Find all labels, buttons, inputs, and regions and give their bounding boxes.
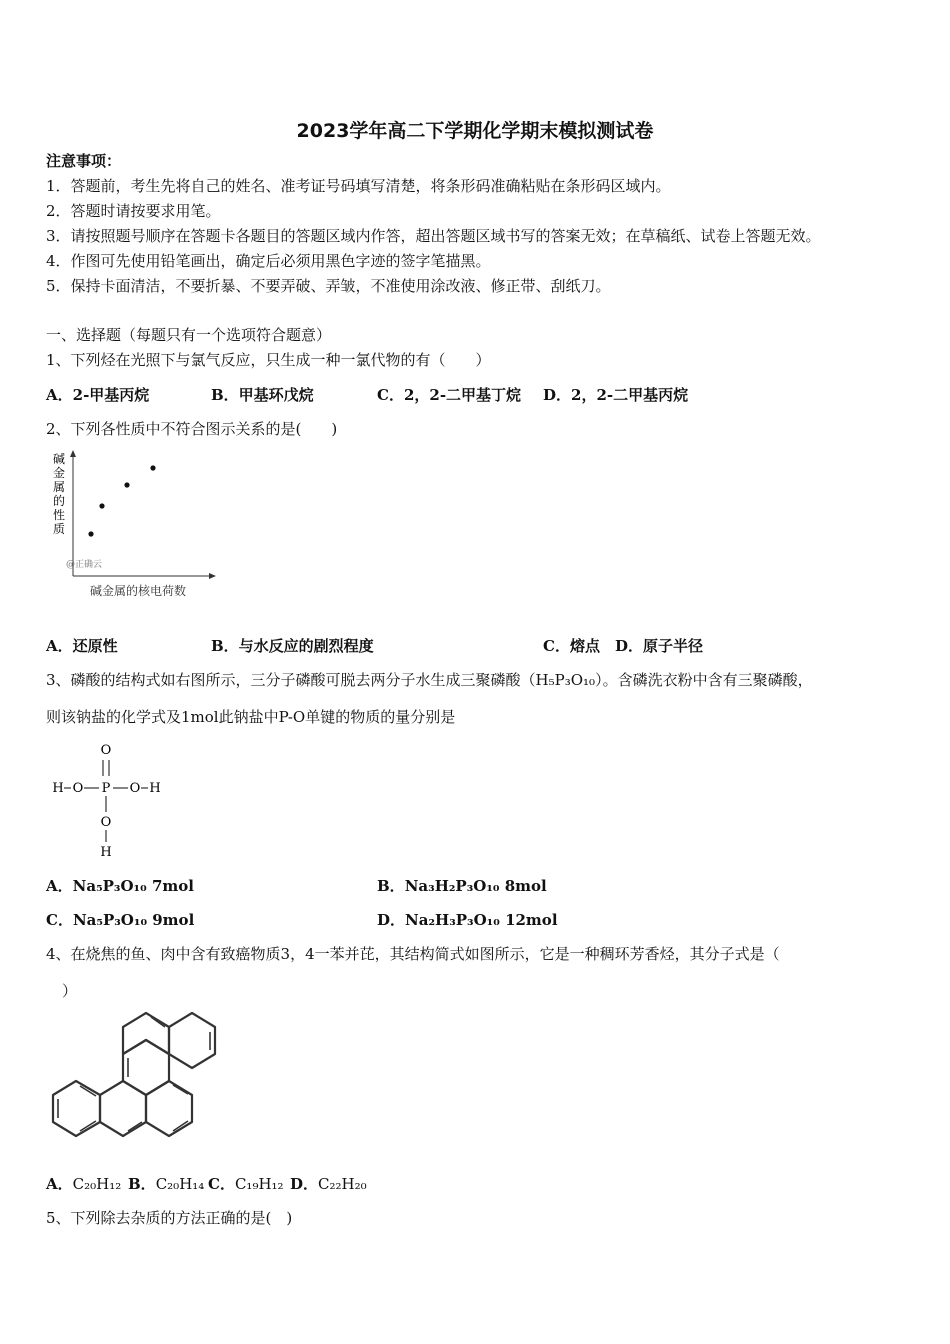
notice-item: 4．作图可先使用铅笔画出，确定后必须用黑色字迹的签字笔描黑。 <box>46 252 491 270</box>
chart-xlabel: 碱金属的核电荷数 <box>90 584 187 598</box>
q4-stem-line1: 4、在烧焦的鱼、肉中含有致癌物质3，4一苯并芘，其结构简式如图所示，它是一种稠环芳香烃，其分子式是（ <box>46 945 780 963</box>
q2-stem: 2、下列各性质中不符合图示关系的是( ) <box>46 420 338 438</box>
q4-option-d: D．C₂₂H₂₀ <box>290 1175 367 1193</box>
atom-label: H <box>149 781 161 796</box>
notice-item: 3．请按照题号顺序在答题卡各题目的答题区域内作答，超出答题区域书写的答案无效；在草稿纸、试卷上答题无效。 <box>46 227 821 245</box>
atom-label: O <box>72 781 84 796</box>
chart-point <box>150 465 155 470</box>
chart-point <box>99 503 104 508</box>
atom-label: H <box>52 781 64 796</box>
phosphoric-acid-structure <box>46 738 176 862</box>
chart-ylabel-char: 金 <box>52 466 66 480</box>
q4-option-a: A．C₂₀H₁₂ <box>46 1175 122 1193</box>
q3-option-a: A．Na₅P₃O₁₀ 7mol <box>46 877 194 895</box>
q2-option-c: C．熔点 <box>543 637 600 655</box>
q1-stem: 1、下列烃在光照下与氯气反应，只生成一种一氯代物的有（ ） <box>46 351 491 369</box>
section-heading: 一、选择题（每题只有一个选项符合题意） <box>46 326 332 344</box>
atom-label: O <box>129 781 141 796</box>
chart-point <box>124 482 129 487</box>
atom-label: H <box>100 845 112 860</box>
q4-option-b: B．C₂₀H₁₄ <box>128 1175 205 1193</box>
q5-stem: 5、下列除去杂质的方法正确的是( ) <box>46 1209 293 1227</box>
notice-heading: 注意事项： <box>46 152 122 170</box>
notice-item: 1．答题前，考生先将自己的姓名、准考证号码填写清楚，将条形码准确粘贴在条形码区域内。 <box>46 177 671 195</box>
q4-option-c: C．C₁₉H₁₂ <box>208 1175 284 1193</box>
atom-label: O <box>100 743 112 758</box>
q3-option-d: D．Na₂H₃P₃O₁₀ 12mol <box>377 911 558 929</box>
q1-option-c: C．2，2-二甲基丁烷 <box>377 386 522 404</box>
chart-point <box>88 531 93 536</box>
q3-stem-line1: 3、磷酸的结构式如右图所示，三分子磷酸可脱去两分子水生成三聚磷酸（H₅P₃O₁₀）。含磷洗衣粉中含有三聚磷酸， <box>46 671 813 689</box>
chart-x-arrow <box>209 573 216 579</box>
chart-ylabel-char: 质 <box>52 522 66 536</box>
q2-option-d: D．原子半径 <box>615 637 704 655</box>
q2-option-b: B．与水反应的剧烈程度 <box>211 637 374 655</box>
chart-ylabel-char: 属 <box>52 480 66 494</box>
page-title: 2023学年高二下学期化学期末模拟测试卷 <box>296 120 654 142</box>
chart-y-arrow <box>70 450 76 457</box>
q1-option-d: D．2，2-二甲基丙烷 <box>543 386 689 404</box>
q4-stem-line2: ） <box>62 982 78 1000</box>
atom-label: O <box>100 815 112 830</box>
chart-ylabel-char: 碱 <box>52 452 66 466</box>
q3-stem-line2: 则该钠盐的化学式及1mol此钠盐中P-O单键的物质的量分别是 <box>46 708 456 726</box>
chart-ylabel-char: 性 <box>52 508 66 522</box>
q1-option-a: A．2-甲基丙烷 <box>46 386 150 404</box>
notice-item: 2．答题时请按要求用笔。 <box>46 202 221 220</box>
notice-item: 5．保持卡面清洁，不要折暴、不要弄破、弄皱，不准使用涂改液、修正带、刮纸刀。 <box>46 277 611 295</box>
q3-option-b: B．Na₃H₂P₃O₁₀ 8mol <box>377 877 547 895</box>
chart-watermark: @正确云 <box>66 560 103 570</box>
q3-option-c: C．Na₅P₃O₁₀ 9mol <box>46 911 195 929</box>
q2-chart <box>44 448 234 608</box>
benzopyrene-structure <box>44 1010 244 1150</box>
chart-ylabel-char: 的 <box>52 494 66 508</box>
atom-label: P <box>101 781 111 796</box>
q2-option-a: A．还原性 <box>46 637 118 655</box>
q1-option-b: B．甲基环戊烷 <box>211 386 314 404</box>
